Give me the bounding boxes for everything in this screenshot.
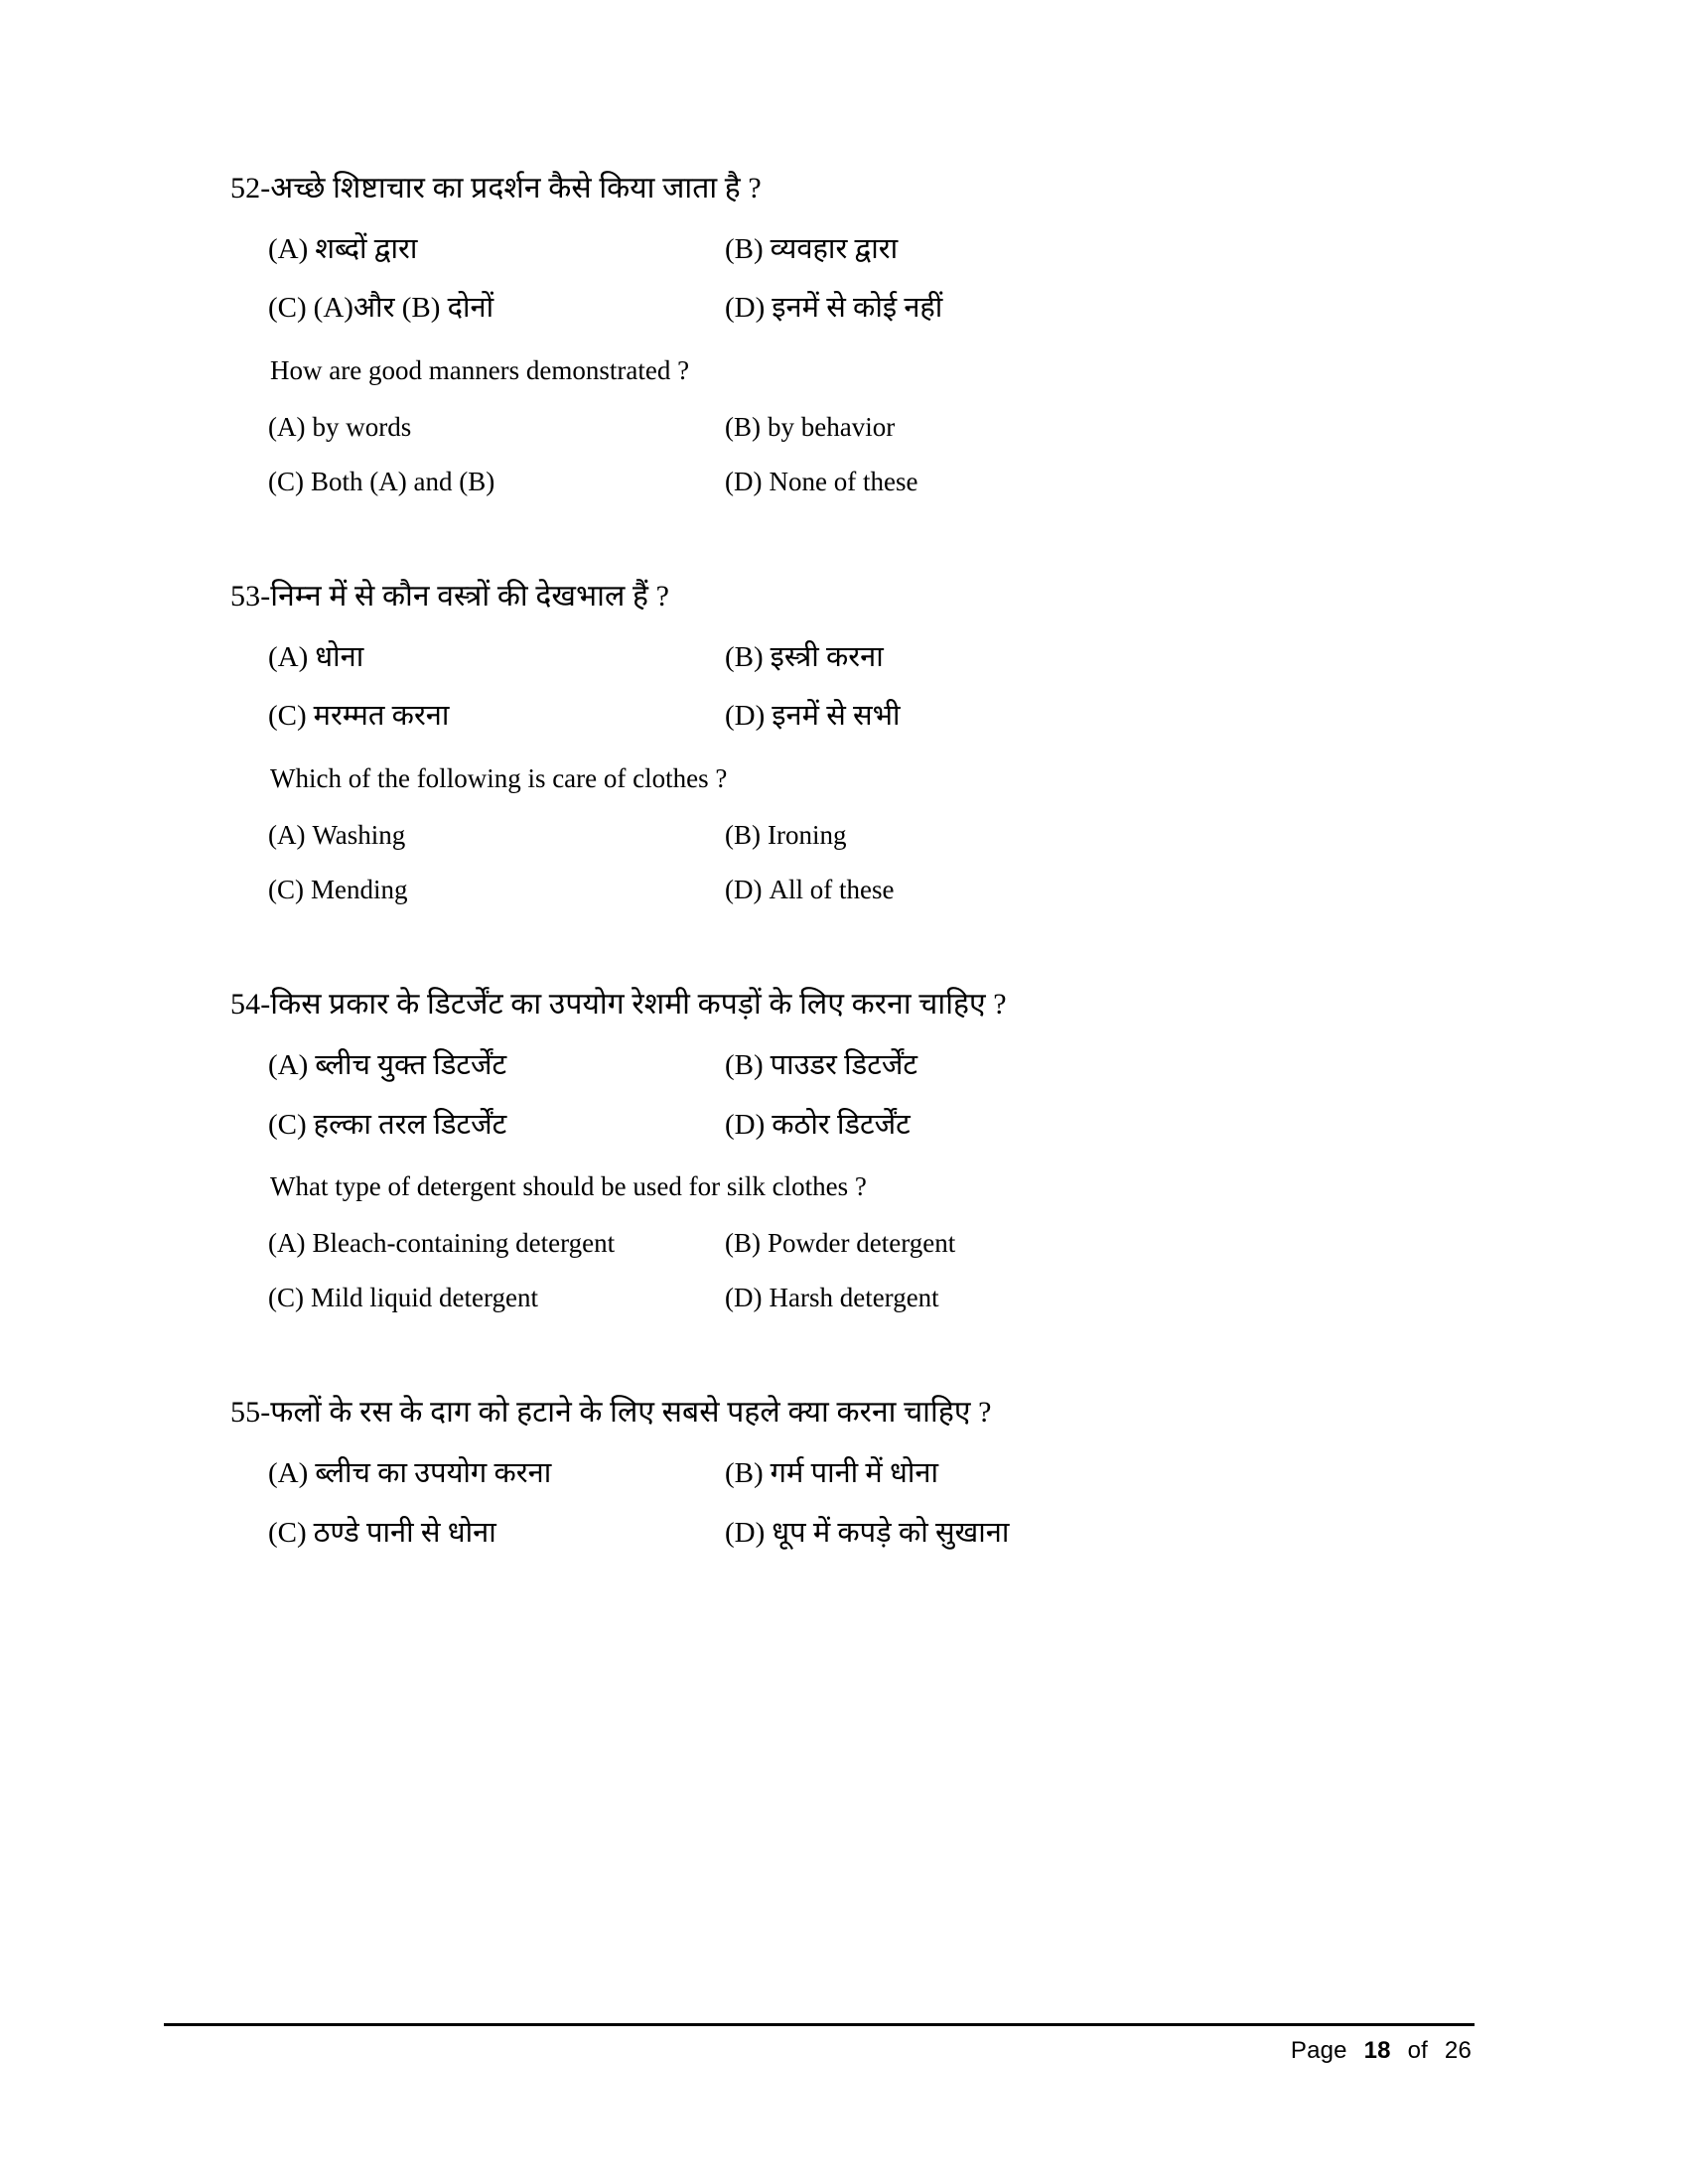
footer-space-2 — [1391, 2037, 1408, 2064]
footer-page-label: Page — [1290, 2037, 1347, 2064]
option-label: (C) — [268, 875, 304, 905]
option-label: (A) — [268, 1048, 309, 1081]
question-53-stem-english: Which of the following is care of clothes ? — [270, 763, 728, 794]
option-text: by behavior — [768, 411, 896, 442]
option-label: (A) — [268, 1456, 309, 1489]
question-52-options-hindi-row-1 — [230, 231, 1454, 269]
option-text: शब्दों द्वारा — [315, 232, 418, 265]
question-54-number: 54- — [230, 988, 271, 1022]
option-text: Mild liquid detergent — [311, 1283, 538, 1313]
question-52-options-hindi-row-2 — [230, 290, 1454, 328]
option-text: कठोर डिटर्जेंट — [772, 1108, 911, 1141]
question-54-option-d-hindi[interactable] — [725, 1107, 1454, 1145]
question-54-option-a-english[interactable] — [268, 1226, 725, 1261]
question-53-option-b-english[interactable] — [725, 818, 1454, 853]
option-label: (B) — [725, 1048, 764, 1081]
question-52-option-b-english[interactable] — [725, 410, 1454, 445]
question-53-options-hindi-row-1 — [230, 639, 1454, 677]
option-label: (D) — [725, 1283, 763, 1313]
question-block-54 — [230, 985, 1454, 1315]
question-52-options-english-row-1 — [230, 410, 1454, 445]
question-53-option-c-english[interactable] — [268, 873, 725, 907]
question-55-option-a-hindi[interactable] — [268, 1455, 725, 1493]
option-label: (D) — [725, 1516, 766, 1549]
question-55-number: 55- — [230, 1396, 271, 1430]
question-55-option-c-hindi[interactable] — [268, 1515, 725, 1553]
question-53-option-a-english[interactable] — [268, 818, 725, 853]
option-label: (A) — [268, 232, 309, 265]
question-55-option-d-hindi[interactable] — [725, 1515, 1454, 1553]
block-spacer — [230, 1357, 1454, 1393]
option-text: Harsh detergent — [769, 1283, 939, 1313]
question-53-option-b-hindi[interactable] — [725, 639, 1454, 677]
option-text: Bleach-containing detergent — [312, 1228, 616, 1259]
option-label: (A) — [268, 820, 306, 851]
question-55-stem-hindi-text: फलों के रस के दाग को हटाने के लिए सबसे पहले क्या करना चाहिए ? — [270, 1396, 992, 1430]
option-label: (C) — [268, 1283, 304, 1313]
question-54-option-d-english[interactable] — [725, 1281, 1454, 1315]
option-label: (B) — [725, 640, 764, 673]
question-block-55 — [230, 1393, 1454, 1552]
question-53-options-english-row-1 — [230, 818, 1454, 853]
option-text: Ironing — [768, 820, 847, 851]
option-label: (B) — [725, 232, 764, 265]
option-text: धूप में कपड़े को सुखाना — [772, 1516, 1010, 1549]
option-label: (A) — [268, 640, 309, 673]
question-52-option-d-english[interactable] — [725, 465, 1454, 499]
option-text: Powder detergent — [768, 1228, 956, 1259]
option-label: (C) — [268, 1108, 307, 1141]
option-label: (B) — [725, 411, 761, 442]
option-text: हल्का तरल डिटर्जेंट — [313, 1108, 507, 1141]
option-label: (C) — [268, 467, 304, 497]
option-label: (D) — [725, 467, 763, 497]
question-55-stem-hindi — [230, 1393, 1454, 1433]
question-52-stem-english: How are good manners demonstrated ? — [270, 354, 690, 385]
option-label: (D) — [725, 700, 766, 733]
page-footer — [1291, 2037, 1472, 2065]
option-label: (D) — [725, 875, 763, 905]
block-spacer — [230, 541, 1454, 577]
option-label: (C) — [268, 700, 307, 733]
option-text: Mending — [311, 875, 408, 905]
question-53-stem-hindi-text: निम्न में से कौन वस्त्रों की देखभाल हैं ? — [270, 580, 670, 614]
option-text: All of these — [769, 875, 895, 905]
question-54-option-b-english[interactable] — [725, 1226, 1454, 1261]
question-54-option-a-hindi[interactable] — [268, 1047, 725, 1085]
option-text: व्यवहार द्वारा — [770, 232, 899, 265]
footer-of-label: of — [1407, 2037, 1429, 2064]
question-block-52 — [230, 169, 1454, 499]
option-text: धोना — [315, 640, 364, 673]
question-53-option-c-hindi[interactable] — [268, 698, 725, 736]
option-text: इनमें से कोई नहीं — [772, 292, 943, 325]
question-55-option-b-hindi[interactable] — [725, 1455, 1454, 1493]
question-52-option-b-hindi[interactable] — [725, 231, 1454, 269]
option-label: (B) — [725, 1456, 764, 1489]
question-54-options-hindi-row-1 — [230, 1047, 1454, 1085]
question-55-options-hindi-row-2 — [230, 1515, 1454, 1553]
question-53-options-hindi-row-2 — [230, 698, 1454, 736]
option-label: (C) — [268, 1516, 307, 1549]
footer-page-total: 26 — [1444, 2037, 1472, 2064]
option-label: (D) — [725, 292, 766, 325]
option-text: पाउडर डिटर्जेंट — [770, 1048, 917, 1081]
question-52-stem-hindi-text: अच्छे शिष्टाचार का प्रदर्शन कैसे किया जाता है ? — [270, 172, 762, 205]
question-54-stem-hindi — [230, 985, 1454, 1025]
question-52-stem-hindi — [230, 169, 1454, 209]
question-53-option-a-hindi[interactable] — [268, 639, 725, 677]
option-label: (A) — [268, 1228, 306, 1259]
option-text: ब्लीच युक्त डिटर्जेंट — [315, 1048, 507, 1081]
question-54-option-c-hindi[interactable] — [268, 1107, 725, 1145]
question-54-option-b-hindi[interactable] — [725, 1047, 1454, 1085]
option-label: (D) — [725, 1108, 766, 1141]
question-54-stem-hindi-text: किस प्रकार के डिटर्जेंट का उपयोग रेशमी कपड़ों के लिए करना चाहिए ? — [270, 988, 1007, 1022]
option-text: मरम्मत करना — [313, 700, 450, 733]
question-54-options-hindi-row-2 — [230, 1107, 1454, 1145]
option-text: (A)और (B) दोनों — [313, 292, 494, 325]
option-text: None of these — [769, 467, 918, 497]
block-spacer — [230, 949, 1454, 985]
option-text: गर्म पानी में धोना — [770, 1456, 938, 1489]
footer-divider — [164, 2023, 1475, 2026]
question-52-options-english-row-2 — [230, 465, 1454, 499]
question-53-stem-hindi — [230, 577, 1454, 617]
footer-page-number: 18 — [1363, 2037, 1391, 2064]
question-54-options-english-row-2 — [230, 1281, 1454, 1315]
question-54-stem-english: What type of detergent should be used for silk clothes ? — [270, 1171, 867, 1202]
question-53-number: 53- — [230, 580, 271, 614]
question-55-options-hindi-row-1 — [230, 1455, 1454, 1493]
option-label: (B) — [725, 1228, 761, 1259]
question-52-number: 52- — [230, 172, 271, 205]
question-54-option-c-english[interactable] — [268, 1281, 725, 1315]
option-label: (A) — [268, 411, 306, 442]
option-text: Both (A) and (B) — [311, 467, 495, 497]
question-54-options-english-row-1 — [230, 1226, 1454, 1261]
question-52-option-d-hindi[interactable] — [725, 290, 1454, 328]
option-text: इस्त्री करना — [770, 640, 884, 673]
footer-space — [1347, 2037, 1364, 2064]
question-53-option-d-english[interactable] — [725, 873, 1454, 907]
questions-container — [230, 169, 1454, 1593]
option-text: by words — [312, 411, 412, 442]
option-label: (B) — [725, 820, 761, 851]
option-label: (C) — [268, 292, 307, 325]
question-52-option-c-english[interactable] — [268, 465, 725, 499]
question-block-53 — [230, 577, 1454, 907]
option-text: इनमें से सभी — [772, 700, 901, 733]
question-52-option-a-english[interactable] — [268, 410, 725, 445]
question-52-option-a-hindi[interactable] — [268, 231, 725, 269]
option-text: ठण्डे पानी से धोना — [313, 1516, 496, 1549]
option-text: Washing — [312, 820, 406, 851]
footer-space-3 — [1428, 2037, 1445, 2064]
question-53-option-d-hindi[interactable] — [725, 698, 1454, 736]
option-text: ब्लीच का उपयोग करना — [315, 1456, 552, 1489]
question-52-option-c-hindi[interactable] — [268, 290, 725, 328]
question-53-options-english-row-2 — [230, 873, 1454, 907]
